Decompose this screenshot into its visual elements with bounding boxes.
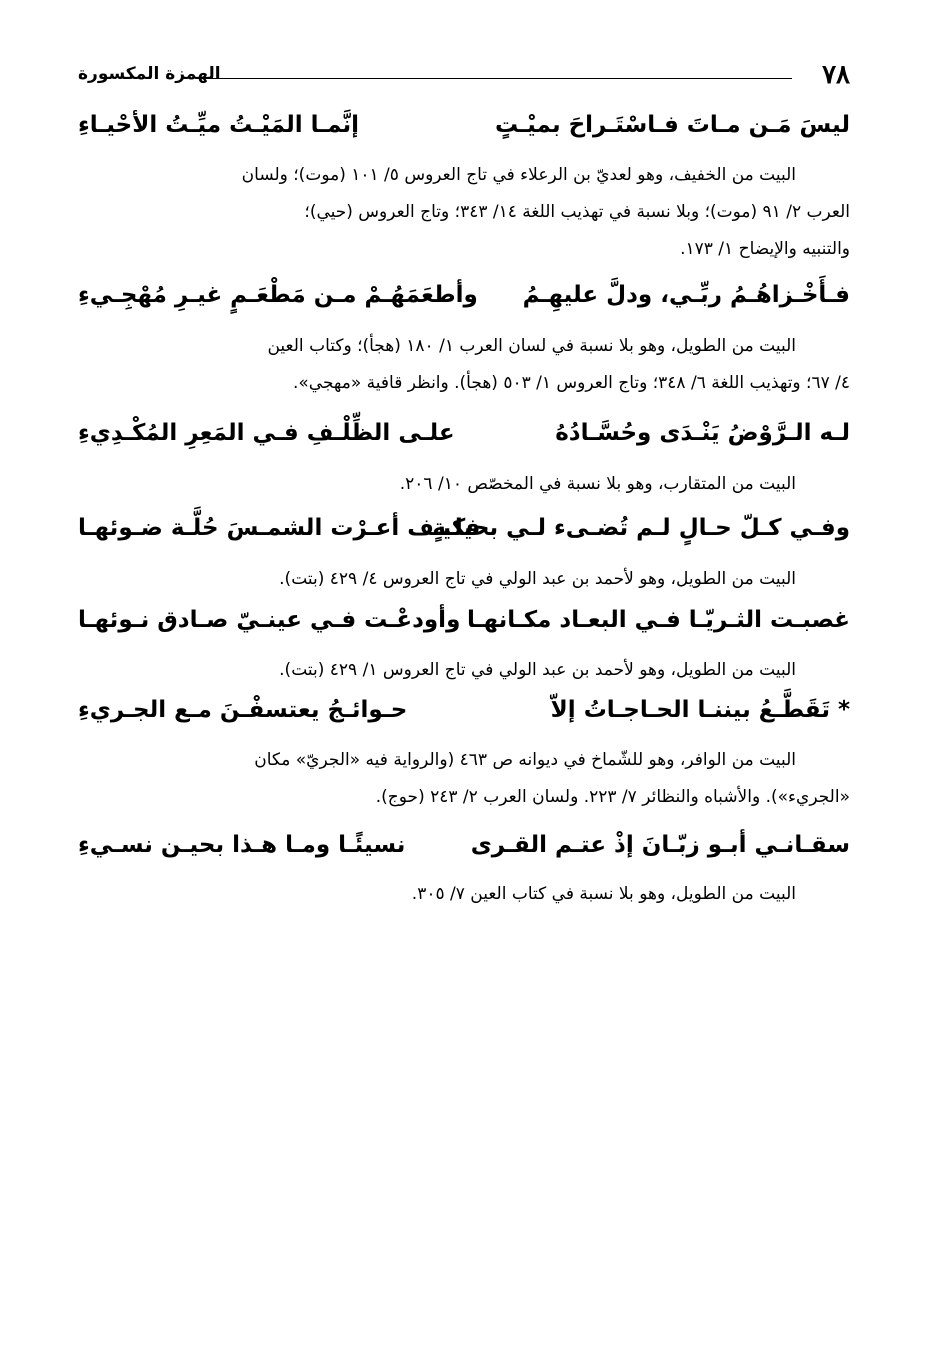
note-line: البيت من الطويل، وهو لأحمد بن عبد الولي في تاج العروس ٤/ ٤٢٩ (بتت). <box>279 569 796 589</box>
verse-second-hemistich: علـى الظِّلْـفِ فـي المَعِرِ المُكْـدِيءِ <box>78 420 455 446</box>
note-line: والتنبيه والإيضاح ١/ ١٧٣. <box>680 239 850 259</box>
verse-line <box>78 607 850 645</box>
verse-first-hemistich: لـه الـرَّوْضُ يَنْـدَى وحُسَّـادُهُ <box>555 420 850 446</box>
verse-first-hemistich: فـأَخْـزاهُـمُ ربِّـي، ودلَّ عليهِـمُ <box>522 282 850 308</box>
note-line: البيت من الطويل، وهو بلا نسبة في كتاب العين ٧/ ٣٠٥. <box>411 884 796 904</box>
note-line: البيت من الطويل، وهو لأحمد بن عبد الولي في تاج العروس ١/ ٤٢٩ (بتت). <box>279 660 796 680</box>
note-line: البيت من الخفيف، وهو لعديّ بن الرعلاء في تاج العروس ٥/ ١٠١ (موت)؛ ولسان <box>241 165 796 185</box>
verse-line <box>78 420 850 458</box>
verse-note <box>78 742 850 816</box>
verse-note <box>78 157 850 268</box>
verse-line <box>78 112 850 150</box>
verse-line <box>78 515 850 553</box>
verse-second-hemistich: وأطعَمَهُـمْ مـن مَطْعَـمٍ غيـرِ مُهْجِـيءِ <box>78 282 478 308</box>
verse-line <box>78 832 850 870</box>
verse-note <box>78 561 850 598</box>
verse-line <box>78 697 850 735</box>
verse-note <box>78 652 850 689</box>
page-number: ٧٨ <box>822 60 850 90</box>
verse-note <box>78 876 850 913</box>
verse-second-hemistich: وأودعْـت فـي عينـيّ صـادق نـوئهـا <box>78 607 461 633</box>
verse-line <box>78 282 850 320</box>
note-line: العرب ٢/ ٩١ (موت)؛ وبلا نسبة في تهذيب اللغة ١٤/ ٣٤٣؛ وتاج العروس (حيي)؛ <box>304 202 850 222</box>
verse-first-hemistich: غصبـت الثـريّـا فـي البعـاد مكـانهـا <box>466 607 850 633</box>
note-line: «الجريء»). والأشباه والنظائر ٧/ ٢٢٣. ولسان العرب ٢/ ٢٤٣ (حوج). <box>375 787 850 807</box>
verse-first-hemistich: سقـانـي أبـو زبّـانَ إذْ عتـم القـرى <box>470 832 850 858</box>
verse-first-hemistich: وفـي كـلّ حـالٍ لـم تُضـىء لـي بحيلـةٍ <box>432 515 850 541</box>
verse-second-hemistich: فكيـف أعـرْت الشمـسَ حُلَّـة ضـوئهـا <box>78 515 481 541</box>
note-line: البيت من الوافر، وهو للشّماخ في ديوانه ص ٤٦٣ (والرواية فيه «الجريّ» مكان <box>254 750 796 770</box>
verse-first-hemistich: ليسَ مَـن مـاتَ فـاسْتَـراحَ بميْـتٍ <box>494 112 850 138</box>
note-line: ٤/ ٦٧؛ وتهذيب اللغة ٦/ ٣٤٨؛ وتاج العروس ١/ ٥٠٣ (هجأ). وانظر قافية «مهجي». <box>292 373 850 393</box>
verse-note <box>78 328 850 402</box>
verse-second-hemistich: حـوائـجُ يعتسفْـنَ مـع الجـريءِ <box>78 697 408 723</box>
verse-note <box>78 466 850 503</box>
verse-second-hemistich: إنَّمـا المَيْـتُ ميِّـتُ الأحْيـاءِ <box>78 112 360 138</box>
verse-second-hemistich: نسيئًـا ومـا هـذا بحيـن نسـيءِ <box>78 832 406 858</box>
page-header <box>78 58 850 94</box>
header-rule <box>206 78 792 79</box>
note-line: البيت من المتقارب، وهو بلا نسبة في المخصّص ١٠/ ٢٠٦. <box>399 474 796 494</box>
note-line: البيت من الطويل، وهو بلا نسبة في لسان العرب ١/ ١٨٠ (هجأ)؛ وكتاب العين <box>267 336 796 356</box>
verse-first-hemistich: * تَقَطَّـعُ بيننـا الحـاجـاتُ إلاّ <box>550 697 850 723</box>
running-title: الهمزة المكسورة <box>78 64 221 84</box>
